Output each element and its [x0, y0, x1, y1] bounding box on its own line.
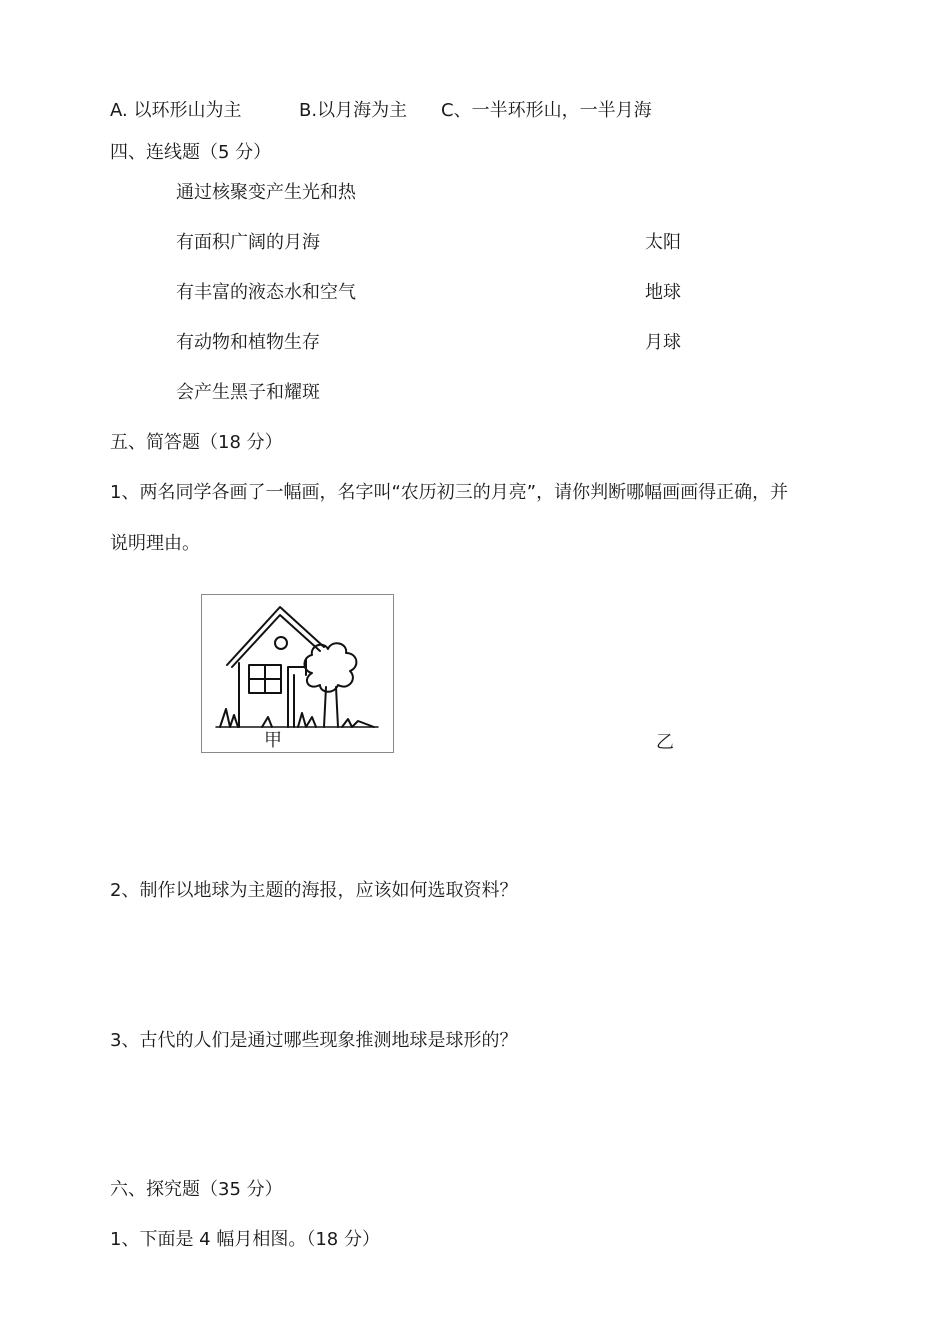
section6-title: 六、探究题（35 分）	[110, 1179, 283, 1200]
choice-a: A. 以环形山为主	[110, 100, 242, 121]
question-1-line1: 1、两名同学各画了一幅画，名字叫“农历初三的月亮”，请你判断哪幅画画得正确，并	[110, 482, 789, 503]
match-left-item: 会产生黑子和耀斑	[176, 382, 320, 403]
choice-b: B.以月海为主	[299, 100, 408, 121]
section5-title: 五、简答题（18 分）	[110, 432, 283, 453]
match-left-item: 有面积广阔的月海	[176, 232, 320, 253]
figure-label-jia: 甲	[264, 730, 282, 751]
match-left-item: 有动物和植物生存	[176, 332, 320, 353]
match-left-item: 通过核聚变产生光和热	[176, 182, 356, 203]
house-tree-drawing	[202, 595, 395, 754]
question-1-line2: 说明理由。	[110, 533, 200, 554]
section6-question-1: 1、下面是 4 幅月相图。（18 分）	[110, 1229, 380, 1250]
figure-label-yi: 乙	[656, 732, 674, 753]
match-right-item: 太阳	[645, 232, 681, 253]
section4-title: 四、连线题（5 分）	[110, 142, 272, 163]
question-3: 3、古代的人们是通过哪些现象推测地球是球形的？	[110, 1030, 518, 1051]
figure-jia	[201, 594, 394, 753]
match-right-item: 月球	[645, 332, 681, 353]
match-right-item: 地球	[645, 282, 681, 303]
match-left-item: 有丰富的液态水和空气	[176, 282, 356, 303]
choice-c: C、一半环形山，一半月海	[441, 100, 652, 121]
question-2: 2、制作以地球为主题的海报，应该如何选取资料？	[110, 880, 518, 901]
